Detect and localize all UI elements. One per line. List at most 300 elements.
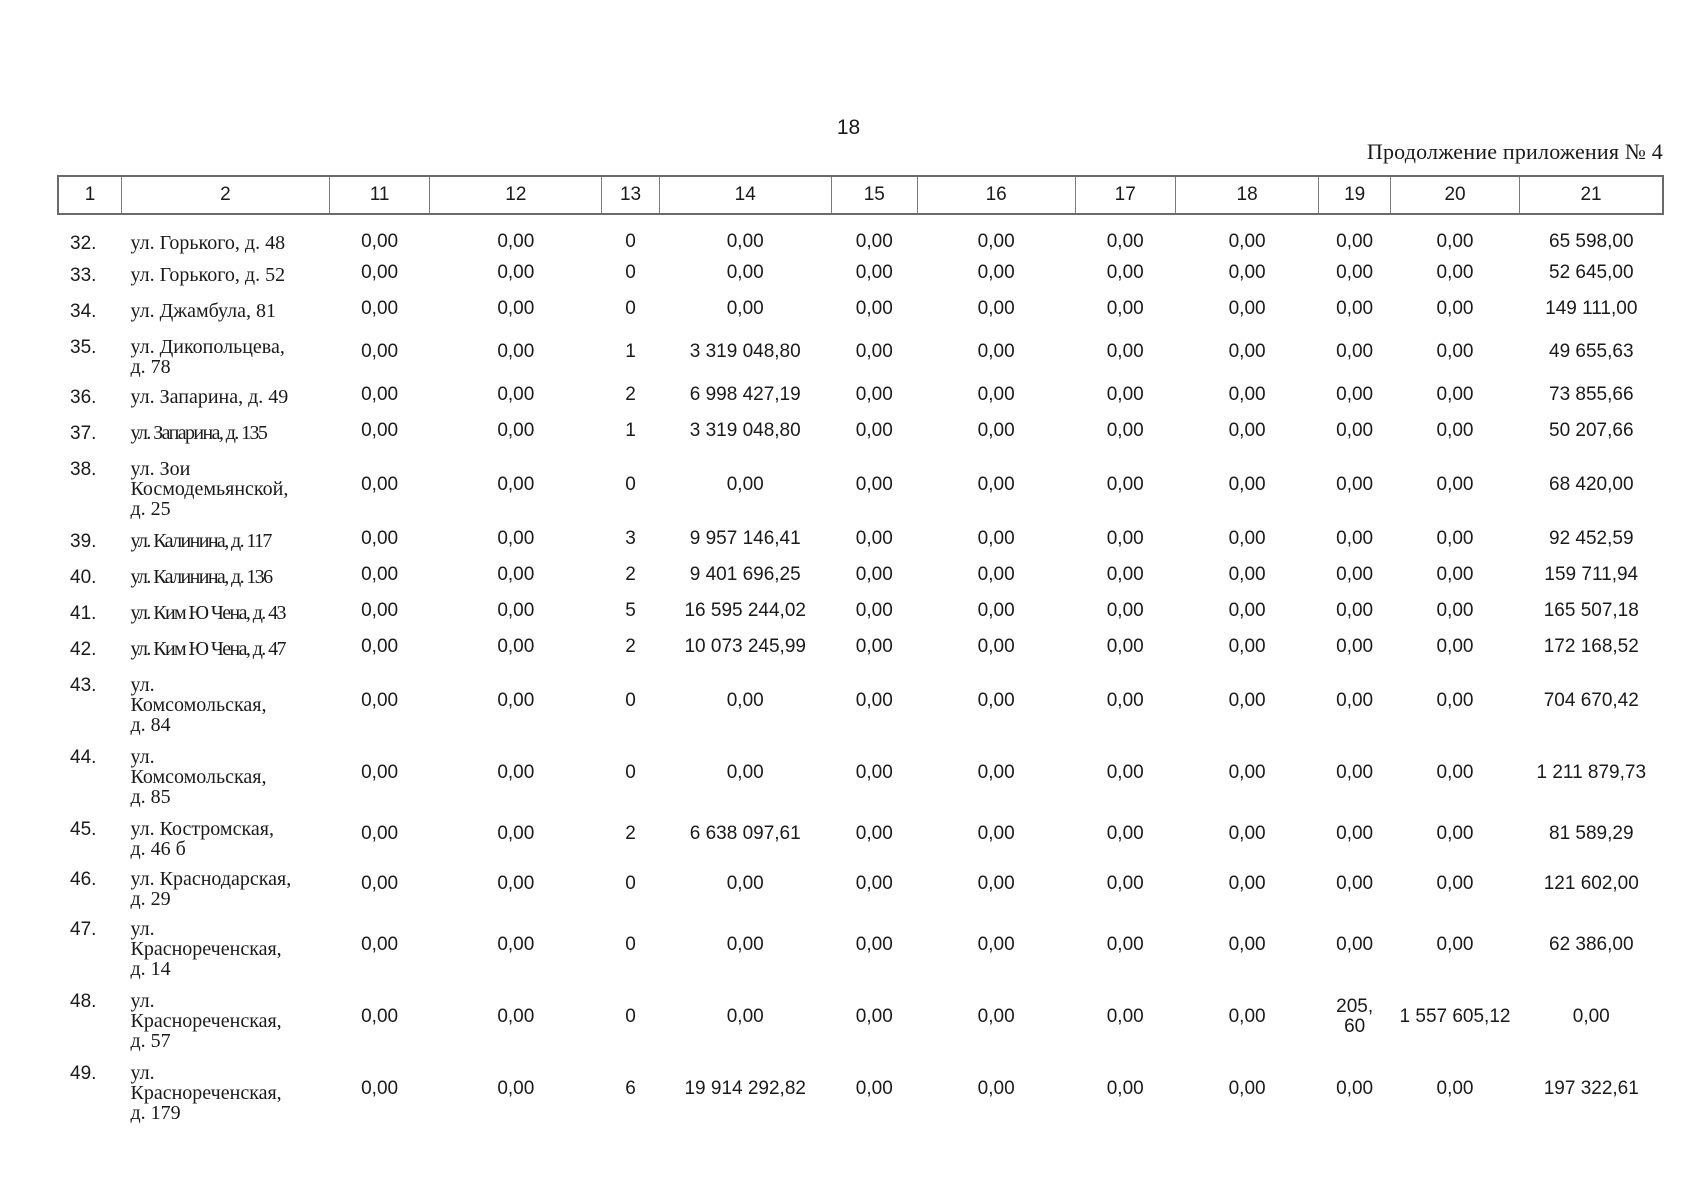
value-cell-col-18: 0,00 [1228, 934, 1266, 955]
value-cell-col-15: 0,00 [855, 474, 893, 495]
address-line: д. 14 [130, 958, 171, 980]
row-number: 47. [70, 919, 97, 940]
value-cell-col-16: 0,00 [977, 636, 1015, 657]
row-number: 34. [70, 301, 97, 322]
value-cell-col-14: 0,00 [726, 1006, 764, 1027]
address-cell [122, 327, 330, 377]
value-cell-col-20: 0,00 [1436, 762, 1474, 783]
value-cell-col-11: 0,00 [361, 341, 399, 362]
value-cell-col-11: 0,00 [361, 262, 399, 283]
address-cell [122, 665, 330, 737]
header-row [58, 176, 1663, 214]
address-line: Космодемьянской, [130, 478, 289, 500]
value-cell-col-17: 0,00 [1106, 1078, 1144, 1099]
value-cell-col-16: 0,00 [977, 690, 1015, 711]
value-cell-col-13: 2 [625, 564, 636, 585]
value-cell-col-16: 0,00 [977, 564, 1015, 585]
address-cell [122, 214, 330, 255]
value-cell-col-13: 3 [625, 528, 636, 549]
value-cell-col-15: 0,00 [855, 762, 893, 783]
address-line: ул. [130, 746, 155, 768]
address-cell [122, 809, 330, 859]
value-cell-col-13: 2 [625, 636, 636, 657]
table-row [58, 665, 1663, 737]
value-cell-col-17: 0,00 [1106, 823, 1144, 844]
value-cell-col-18: 0,00 [1228, 762, 1266, 783]
value-cell-col-21: 68 420,00 [1549, 474, 1634, 495]
value-cell-col-20: 0,00 [1436, 262, 1474, 283]
value-cell-col-18: 0,00 [1228, 231, 1266, 252]
value-cell-col-19: 205, 60 [1336, 996, 1374, 1037]
value-cell-col-11: 0,00 [361, 528, 399, 549]
address-line: Комсомольская, [130, 766, 267, 788]
value-cell-col-20: 0,00 [1436, 341, 1474, 362]
value-cell-col-12: 0,00 [497, 690, 535, 711]
value-cell-col-12: 0,00 [497, 564, 535, 585]
address-line: ул. [130, 990, 155, 1012]
value-cell-col-11: 0,00 [361, 823, 399, 844]
value-cell-col-13: 5 [625, 600, 636, 621]
value-cell-col-21: 92 452,59 [1549, 528, 1634, 549]
value-cell-col-16: 0,00 [977, 262, 1015, 283]
value-cell-col-13: 1 [625, 341, 636, 362]
address-cell [122, 737, 330, 809]
value-cell-col-21: 197 322,61 [1543, 1078, 1639, 1099]
value-cell-col-13: 6 [625, 1078, 636, 1099]
table-row [58, 521, 1663, 557]
value-cell-col-17: 0,00 [1106, 1006, 1144, 1027]
value-cell-col-14: 3 319 048,80 [689, 341, 801, 362]
value-cell-col-12: 0,00 [497, 528, 535, 549]
value-cell-col-15: 0,00 [855, 600, 893, 621]
table-row [58, 1053, 1663, 1125]
table-row [58, 593, 1663, 629]
value-cell-col-18: 0,00 [1228, 420, 1266, 441]
value-cell-col-19: 0,00 [1336, 528, 1374, 549]
value-cell-col-13: 0 [625, 298, 636, 319]
row-number: 38. [70, 459, 97, 480]
address-line: д. 179 [130, 1102, 181, 1124]
address-line: д. 29 [130, 888, 171, 910]
value-cell-col-17: 0,00 [1106, 934, 1144, 955]
address-line: д. 57 [130, 1030, 171, 1052]
value-cell-col-20: 0,00 [1436, 600, 1474, 621]
value-cell-col-14: 6 998 427,19 [689, 384, 801, 405]
value-cell-col-12: 0,00 [497, 262, 535, 283]
value-cell-col-11: 0,00 [361, 1006, 399, 1027]
value-cell-col-17: 0,00 [1106, 690, 1144, 711]
address-line: ул. Запарина, д. 49 [130, 386, 289, 408]
value-cell-col-21: 0,00 [1572, 1006, 1610, 1027]
address-line: ул. [130, 674, 155, 696]
value-cell-col-16: 0,00 [977, 1078, 1015, 1099]
value-cell-col-12: 0,00 [497, 384, 535, 405]
column-header-2: 2 [122, 176, 330, 214]
value-cell-col-16: 0,00 [977, 341, 1015, 362]
value-cell-col-11: 0,00 [361, 564, 399, 585]
value-cell-col-16: 0,00 [977, 420, 1015, 441]
value-cell-col-13: 0 [625, 690, 636, 711]
value-cell-col-19: 0,00 [1336, 762, 1374, 783]
table-body [58, 214, 1663, 1125]
value-cell-col-14: 0,00 [726, 298, 764, 319]
value-cell-col-19: 0,00 [1336, 384, 1374, 405]
value-cell-col-21: 159 711,94 [1544, 564, 1639, 585]
value-cell-col-11: 0,00 [361, 600, 399, 621]
address-line: ул. Горького, д. 48 [130, 232, 286, 254]
value-cell-col-14: 9 401 696,25 [689, 564, 801, 585]
value-cell-col-20: 0,00 [1436, 474, 1474, 495]
address-line: ул. [130, 1062, 155, 1084]
value-cell-col-17: 0,00 [1106, 262, 1144, 283]
address-line: д. 85 [130, 786, 171, 808]
value-cell-col-19: 0,00 [1336, 564, 1374, 585]
value-cell-col-11: 0,00 [361, 690, 399, 711]
column-header-21: 21 [1520, 176, 1663, 214]
value-cell-col-13: 0 [625, 873, 636, 894]
row-number: 41. [70, 603, 97, 624]
address-cell [122, 557, 330, 593]
value-cell-col-20: 0,00 [1436, 823, 1474, 844]
value-cell-col-11: 0,00 [361, 231, 399, 252]
value-cell-col-18: 0,00 [1228, 823, 1266, 844]
value-cell-col-19: 0,00 [1336, 341, 1374, 362]
value-cell-col-18: 0,00 [1228, 474, 1266, 495]
value-cell-col-20: 0,00 [1436, 934, 1474, 955]
value-cell-col-19: 0,00 [1336, 934, 1374, 955]
value-cell-col-14: 6 638 097,61 [689, 823, 801, 844]
value-cell-col-21: 73 855,66 [1549, 384, 1634, 405]
value-cell-col-17: 0,00 [1106, 298, 1144, 319]
value-cell-col-19: 0,00 [1336, 474, 1374, 495]
column-header-19: 19 [1319, 176, 1391, 214]
table-row [58, 291, 1663, 327]
address-line: Краснореченская, [130, 1010, 282, 1032]
address-cell [122, 377, 330, 413]
value-cell-col-17: 0,00 [1106, 564, 1144, 585]
address-line: д. 25 [130, 498, 171, 520]
value-cell-col-11: 0,00 [361, 873, 399, 894]
value-cell-col-16: 0,00 [977, 474, 1015, 495]
value-cell-col-21: 704 670,42 [1543, 690, 1639, 711]
value-cell-col-19: 0,00 [1336, 600, 1374, 621]
address-cell [122, 981, 330, 1053]
value-cell-col-14: 0,00 [726, 762, 764, 783]
table-row [58, 737, 1663, 809]
address-line: ул. Ким Ю Чена, д. 47 [130, 638, 285, 660]
value-cell-col-17: 0,00 [1106, 420, 1144, 441]
address-cell [122, 1053, 330, 1125]
value-cell-col-16: 0,00 [977, 384, 1015, 405]
value-cell-col-17: 0,00 [1106, 474, 1144, 495]
row-number: 40. [70, 567, 97, 588]
address-cell [122, 909, 330, 981]
value-cell-col-15: 0,00 [855, 564, 893, 585]
value-cell-col-19: 0,00 [1336, 420, 1374, 441]
address-line: Комсомольская, [130, 694, 267, 716]
address-line: д. 46 б [130, 838, 186, 860]
table-row [58, 557, 1663, 593]
column-header-11: 11 [329, 176, 429, 214]
appendix-continuation-label: Продолжение приложения № 4 [1366, 139, 1663, 164]
value-cell-col-11: 0,00 [361, 420, 399, 441]
value-cell-col-16: 0,00 [977, 762, 1015, 783]
table-row [58, 449, 1663, 521]
value-cell-col-18: 0,00 [1228, 564, 1266, 585]
value-cell-col-13: 0 [625, 262, 636, 283]
value-cell-col-12: 0,00 [497, 420, 535, 441]
column-header-13: 13 [602, 176, 659, 214]
page-number: 18 [836, 116, 861, 139]
value-cell-col-21: 62 386,00 [1549, 934, 1634, 955]
value-cell-col-18: 0,00 [1228, 636, 1266, 657]
value-cell-col-12: 0,00 [497, 474, 535, 495]
value-cell-col-17: 0,00 [1106, 528, 1144, 549]
value-cell-col-16: 0,00 [977, 231, 1015, 252]
value-cell-col-12: 0,00 [497, 1078, 535, 1099]
table-row [58, 859, 1663, 909]
table-header [58, 176, 1663, 214]
value-cell-col-11: 0,00 [361, 934, 399, 955]
value-cell-col-11: 0,00 [361, 298, 399, 319]
value-cell-col-16: 0,00 [977, 873, 1015, 894]
value-cell-col-15: 0,00 [855, 341, 893, 362]
value-cell-col-15: 0,00 [855, 934, 893, 955]
row-number: 35. [70, 337, 97, 358]
value-cell-col-18: 0,00 [1228, 1006, 1266, 1027]
value-cell-col-12: 0,00 [497, 298, 535, 319]
address-cell [122, 593, 330, 629]
value-cell-col-20: 0,00 [1436, 564, 1474, 585]
value-cell-col-14: 16 595 244,02 [684, 600, 806, 621]
address-line: ул. Калинина, д. 117 [130, 530, 271, 552]
value-cell-col-13: 2 [625, 384, 636, 405]
value-cell-col-14: 19 914 292,82 [684, 1078, 806, 1099]
value-cell-col-14: 0,00 [726, 262, 764, 283]
address-line: ул. Зои [130, 458, 191, 480]
value-cell-col-16: 0,00 [977, 298, 1015, 319]
value-cell-col-20: 0,00 [1436, 528, 1474, 549]
value-cell-col-15: 0,00 [855, 262, 893, 283]
value-cell-col-21: 172 168,52 [1543, 636, 1639, 657]
column-header-16: 16 [917, 176, 1075, 214]
value-cell-col-16: 0,00 [977, 823, 1015, 844]
value-cell-col-16: 0,00 [977, 528, 1015, 549]
value-cell-col-12: 0,00 [497, 231, 535, 252]
value-cell-col-13: 0 [625, 231, 636, 252]
value-cell-col-19: 0,00 [1336, 262, 1374, 283]
row-number: 39. [70, 531, 97, 552]
table-row [58, 809, 1663, 859]
value-cell-col-19: 0,00 [1336, 1078, 1374, 1099]
value-cell-col-21: 149 111,00 [1545, 298, 1638, 319]
address-line: ул. Калинина, д. 136 [130, 566, 272, 588]
value-cell-col-15: 0,00 [855, 690, 893, 711]
address-line: Краснореченская, [130, 938, 282, 960]
value-cell-col-12: 0,00 [497, 934, 535, 955]
value-cell-col-19: 0,00 [1336, 873, 1374, 894]
table-row [58, 413, 1663, 449]
value-cell-col-17: 0,00 [1106, 231, 1144, 252]
value-cell-col-20: 0,00 [1436, 1078, 1474, 1099]
value-cell-col-20: 0,00 [1436, 231, 1474, 252]
value-cell-col-21: 81 589,29 [1549, 823, 1634, 844]
row-number: 46. [70, 869, 97, 890]
value-cell-col-14: 0,00 [726, 873, 764, 894]
value-cell-col-18: 0,00 [1228, 528, 1266, 549]
value-cell-col-17: 0,00 [1106, 384, 1144, 405]
value-cell-col-21: 1 211 879,73 [1536, 762, 1647, 783]
value-cell-col-20: 0,00 [1436, 420, 1474, 441]
value-cell-col-12: 0,00 [497, 873, 535, 894]
value-cell-col-15: 0,00 [855, 636, 893, 657]
value-cell-col-17: 0,00 [1106, 762, 1144, 783]
row-number: 43. [70, 675, 97, 696]
value-cell-col-20: 0,00 [1436, 298, 1474, 319]
value-cell-col-12: 0,00 [497, 1006, 535, 1027]
value-cell-col-11: 0,00 [361, 762, 399, 783]
value-cell-col-15: 0,00 [855, 384, 893, 405]
row-number: 45. [70, 819, 97, 840]
table-row [58, 377, 1663, 413]
value-cell-col-18: 0,00 [1228, 873, 1266, 894]
table-row [58, 909, 1663, 981]
column-header-14: 14 [659, 176, 831, 214]
value-cell-col-11: 0,00 [361, 1078, 399, 1099]
value-cell-col-17: 0,00 [1106, 600, 1144, 621]
value-cell-col-15: 0,00 [855, 231, 893, 252]
value-cell-col-19: 0,00 [1336, 231, 1374, 252]
address-cell [122, 255, 330, 291]
value-cell-col-13: 1 [625, 420, 636, 441]
column-header-18: 18 [1175, 176, 1318, 214]
data-table [57, 175, 1664, 1125]
column-header-12: 12 [430, 176, 602, 214]
value-cell-col-18: 0,00 [1228, 1078, 1266, 1099]
value-cell-col-19: 0,00 [1336, 636, 1374, 657]
address-line: ул. Краснодарская, [130, 868, 292, 890]
value-cell-col-16: 0,00 [977, 1006, 1015, 1027]
value-cell-col-19: 0,00 [1336, 823, 1374, 844]
value-cell-col-14: 0,00 [726, 474, 764, 495]
table-row [58, 255, 1663, 291]
column-header-20: 20 [1390, 176, 1519, 214]
address-line: ул. [130, 918, 155, 940]
address-line: д. 78 [130, 356, 171, 378]
value-cell-col-18: 0,00 [1228, 262, 1266, 283]
value-cell-col-15: 0,00 [855, 528, 893, 549]
address-line: ул. Дикопольцева, [130, 336, 285, 358]
value-cell-col-13: 2 [625, 823, 636, 844]
row-number: 48. [70, 991, 97, 1012]
value-cell-col-18: 0,00 [1228, 384, 1266, 405]
value-cell-col-16: 0,00 [977, 600, 1015, 621]
value-cell-col-13: 0 [625, 934, 636, 955]
row-number: 37. [70, 423, 97, 444]
value-cell-col-14: 3 319 048,80 [689, 420, 801, 441]
value-cell-col-18: 0,00 [1228, 600, 1266, 621]
column-header-15: 15 [831, 176, 917, 214]
value-cell-col-21: 65 598,00 [1549, 231, 1634, 252]
row-number: 49. [70, 1063, 97, 1084]
value-cell-col-13: 0 [625, 474, 636, 495]
value-cell-col-11: 0,00 [361, 384, 399, 405]
value-cell-col-13: 0 [625, 762, 636, 783]
value-cell-col-17: 0,00 [1106, 636, 1144, 657]
value-cell-col-18: 0,00 [1228, 298, 1266, 319]
value-cell-col-21: 52 645,00 [1549, 262, 1634, 283]
address-cell [122, 521, 330, 557]
address-line: Краснореченская, [130, 1082, 282, 1104]
address-line: д. 84 [130, 714, 171, 736]
value-cell-col-20: 0,00 [1436, 690, 1474, 711]
table-row [58, 327, 1663, 377]
value-cell-col-21: 121 602,00 [1543, 873, 1639, 894]
address-line: ул. Запарина, д. 135 [130, 422, 267, 444]
address-line: ул. Ким Ю Чена, д. 43 [130, 602, 285, 624]
column-header-17: 17 [1075, 176, 1175, 214]
value-cell-col-15: 0,00 [855, 1006, 893, 1027]
row-number: 33. [70, 265, 97, 286]
value-cell-col-19: 0,00 [1336, 298, 1374, 319]
value-cell-col-17: 0,00 [1106, 341, 1144, 362]
value-cell-col-12: 0,00 [497, 600, 535, 621]
value-cell-col-20: 0,00 [1436, 384, 1474, 405]
address-cell [122, 291, 330, 327]
address-cell [122, 449, 330, 521]
value-cell-col-14: 10 073 245,99 [684, 636, 806, 657]
value-cell-col-14: 0,00 [726, 934, 764, 955]
table-row [58, 981, 1663, 1053]
value-cell-col-14: 9 957 146,41 [689, 528, 801, 549]
value-cell-col-12: 0,00 [497, 341, 535, 362]
address-cell [122, 413, 330, 449]
value-cell-col-21: 165 507,18 [1543, 600, 1639, 621]
value-cell-col-15: 0,00 [855, 873, 893, 894]
value-cell-col-20: 1 557 605,12 [1399, 1006, 1511, 1027]
value-cell-col-15: 0,00 [855, 420, 893, 441]
value-cell-col-13: 0 [625, 1006, 636, 1027]
table-row [58, 214, 1663, 255]
column-header-1: 1 [58, 176, 122, 214]
row-number: 36. [70, 387, 97, 408]
address-line: ул. Джамбула, 81 [130, 300, 276, 322]
value-cell-col-18: 0,00 [1228, 341, 1266, 362]
value-cell-col-20: 0,00 [1436, 636, 1474, 657]
table-row [58, 629, 1663, 665]
value-cell-col-12: 0,00 [497, 636, 535, 657]
value-cell-col-21: 49 655,63 [1549, 341, 1634, 362]
row-number: 32. [70, 233, 97, 254]
address-line: ул. Горького, д. 52 [130, 264, 286, 286]
value-cell-col-14: 0,00 [726, 690, 764, 711]
value-cell-col-14: 0,00 [726, 231, 764, 252]
value-cell-col-12: 0,00 [497, 823, 535, 844]
row-number: 44. [70, 747, 97, 768]
value-cell-col-18: 0,00 [1228, 690, 1266, 711]
row-number: 42. [70, 639, 97, 660]
value-cell-col-12: 0,00 [497, 762, 535, 783]
value-cell-col-20: 0,00 [1436, 873, 1474, 894]
value-cell-col-15: 0,00 [855, 823, 893, 844]
address-cell [122, 629, 330, 665]
value-cell-col-16: 0,00 [977, 934, 1015, 955]
address-line: ул. Костромская, [130, 818, 274, 840]
value-cell-col-17: 0,00 [1106, 873, 1144, 894]
value-cell-col-11: 0,00 [361, 474, 399, 495]
value-cell-col-15: 0,00 [855, 298, 893, 319]
address-cell [122, 859, 330, 909]
